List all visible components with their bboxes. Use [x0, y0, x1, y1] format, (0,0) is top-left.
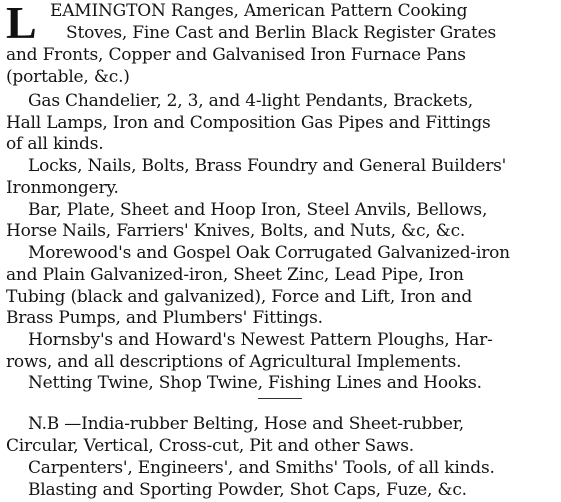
drop-cap-letter: L	[6, 0, 37, 48]
ad-line: EAMINGTON Ranges, American Pattern Cooking	[50, 1, 468, 21]
ad-line: Netting Twine, Shop Twine, Fishing Lines and Hooks.	[28, 373, 482, 393]
ad-line: Ironmongery.	[6, 178, 119, 198]
ad-line: Bar, Plate, Sheet and Hoop Iron, Steel Anvils, Bellows,	[28, 200, 488, 220]
ad-line: rows, and all descriptions of Agricultural Implements.	[6, 352, 462, 372]
ad-line: Blasting and Sporting Powder, Shot Caps, Fuze, &c.	[28, 480, 467, 500]
ad-line: and Plain Galvanized-iron, Sheet Zinc, Lead Pipe, Iron	[6, 265, 464, 285]
ad-line: Morewood's and Gospel Oak Corrugated Galvanized-iron	[28, 243, 510, 263]
ad-line: Tubing (black and galvanized), Force and Lift, Iron and	[6, 287, 473, 307]
ad-line: and Fronts, Copper and Galvanised Iron Furnace Pans	[6, 45, 466, 65]
ad-line: Horse Nails, Farriers' Knives, Bolts, and Nuts, &c, &c.	[6, 221, 466, 241]
ad-line: Hornsby's and Howard's Newest Pattern Ploughs, Har-	[28, 330, 493, 350]
ad-line: (portable, &c.)	[6, 67, 130, 87]
ad-line: Carpenters', Engineers', and Smiths' Tools, of all kinds.	[28, 458, 495, 478]
ad-line: Gas Chandelier, 2, 3, and 4-light Pendants, Brackets,	[28, 91, 473, 111]
ad-line: Hall Lamps, Iron and Composition Gas Pipes and Fittings	[6, 113, 491, 133]
ad-line: of all kinds.	[6, 134, 104, 154]
ad-line: N.B —India-rubber Belting, Hose and Sheet-rubber,	[28, 414, 464, 434]
ad-line: Locks, Nails, Bolts, Brass Foundry and General Builders'	[28, 156, 507, 176]
ad-line: Stoves, Fine Cast and Berlin Black Register Grates	[66, 23, 497, 43]
ad-line: Circular, Vertical, Cross-cut, Pit and other Saws.	[6, 436, 414, 456]
ad-line: Brass Pumps, and Plumbers' Fittings.	[6, 308, 323, 328]
section-divider	[258, 398, 302, 399]
